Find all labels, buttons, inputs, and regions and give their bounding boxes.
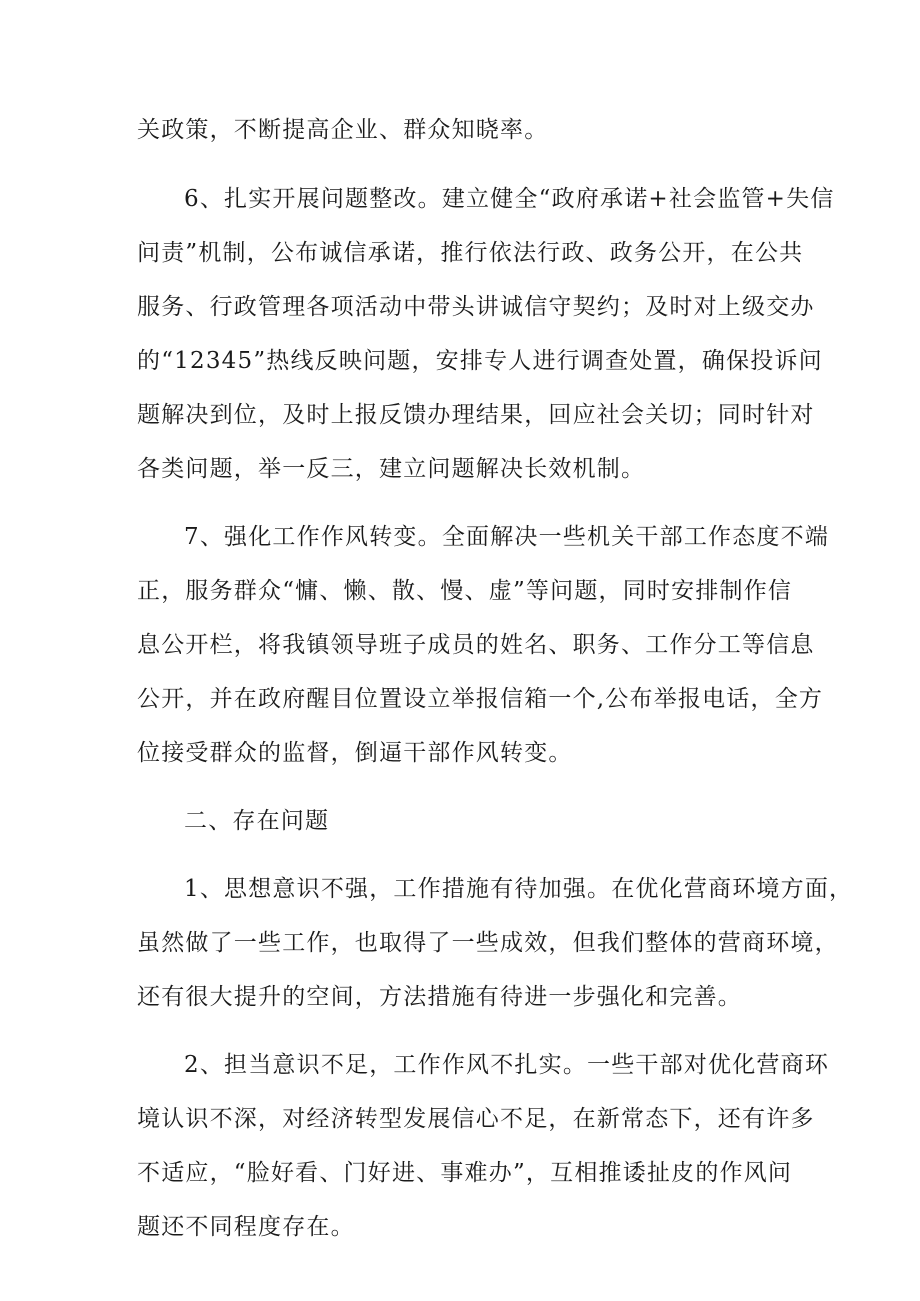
- paragraph-line: 位接受群众的监督，倒逼干部作风转变。: [137, 740, 573, 766]
- paragraph-line: 还有很大提升的空间，方法措施有待进一步强化和完善。: [137, 984, 742, 1010]
- paragraph-line: 虽然做了一些工作，也取得了一些成效，但我们整体的营商环境，: [137, 930, 839, 956]
- paragraph-line: 关政策，不断提高企业、群众知晓率。: [137, 117, 549, 143]
- paragraph-line: 公开，并在政府醒目位置设立举报信箱一个,公布举报电话，全方: [137, 686, 824, 712]
- paragraph-line: 服务、行政管理各项活动中带头讲诚信守契约；及时对上级交办: [137, 294, 815, 320]
- paragraph-line: 的“12345”热线反映问题，安排专人进行调查处置，确保投诉问: [137, 348, 823, 374]
- paragraph-line: 题解决到位，及时上报反馈办理结果，回应社会关切；同时针对: [137, 402, 815, 428]
- paragraph-line: 题还不同程度存在。: [137, 1214, 355, 1240]
- paragraph-line: 2、担当意识不足，工作作风不扎实。一些干部对优化营商环: [184, 1052, 830, 1078]
- paragraph-line: 境认识不深，对经济转型发展信心不足，在新常态下，还有许多: [137, 1106, 815, 1132]
- paragraph-line: 6、扎实开展问题整改。建立健全“政府承诺+社会监管+失信: [184, 186, 835, 212]
- paragraph-line: 正，服务群众“慵、懒、散、慢、虚”等问题，同时安排制作信: [137, 578, 793, 604]
- paragraph-line: 问责”机制，公布诚信承诺，推行依法行政、政务公开，在公共: [137, 240, 804, 266]
- paragraph-line: 不适应，“脸好看、门好进、事难办”，互相推诿扯皮的作风问: [137, 1160, 793, 1186]
- section-heading: 二、存在问题: [184, 808, 330, 834]
- paragraph-line: 各类问题，举一反三，建立问题解决长效机制。: [137, 456, 646, 482]
- paragraph-line: 息公开栏，将我镇领导班子成员的姓名、职务、工作分工等信息: [137, 632, 815, 658]
- paragraph-line: 1、思想意识不强，工作措施有待加强。在优化营商环境方面，: [184, 876, 854, 902]
- paragraph-line: 7、强化工作作风转变。全面解决一些机关干部工作态度不端: [184, 524, 830, 550]
